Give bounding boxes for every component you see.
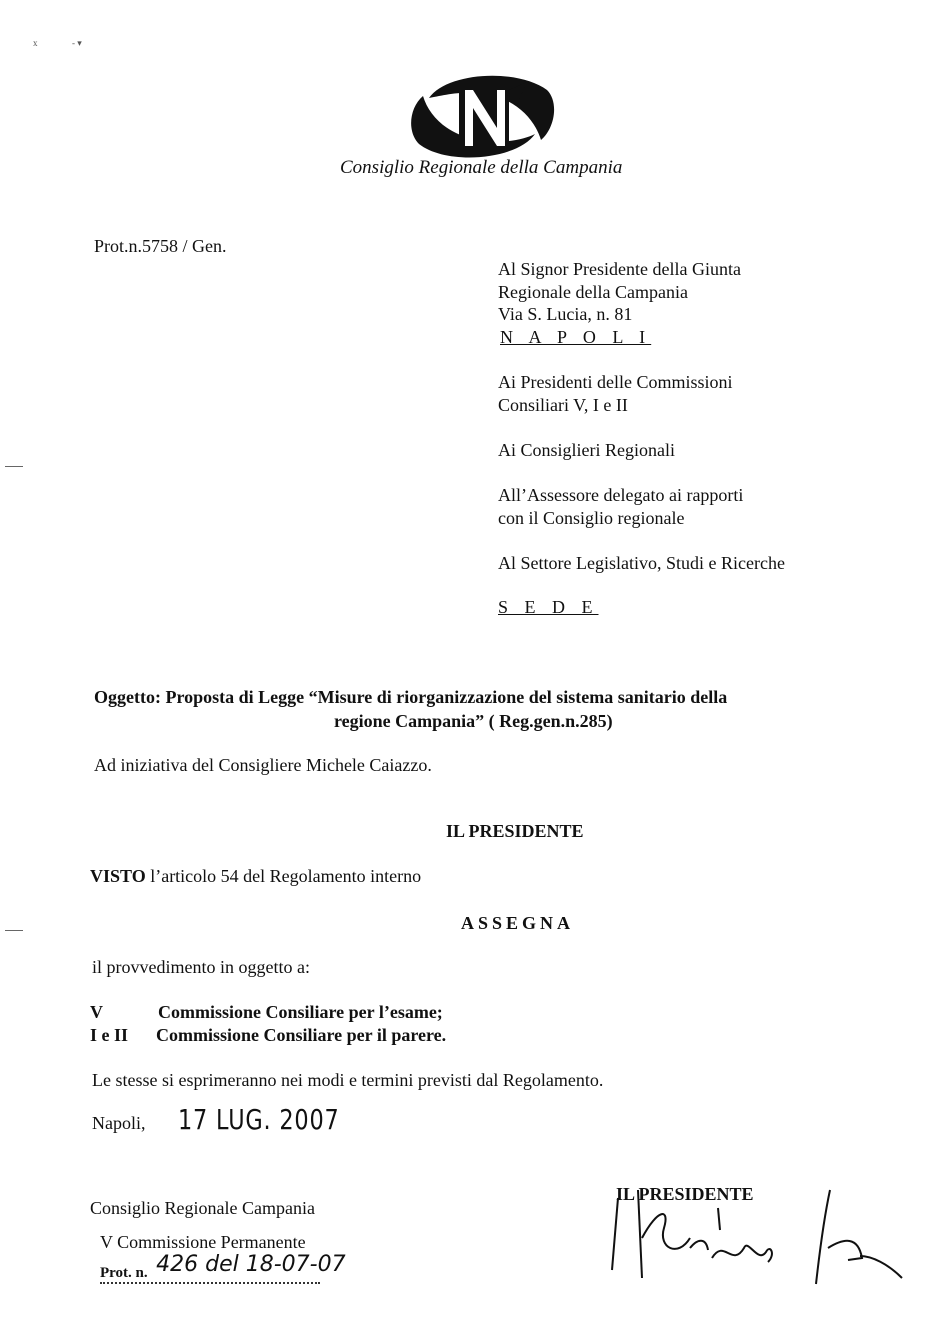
provvedimento-line: il provvedimento in oggetto a: xyxy=(92,957,310,977)
commission-code: V xyxy=(90,1002,103,1022)
prot-label: Prot. n. xyxy=(100,1265,148,1281)
recipient-city: N A P O L I xyxy=(500,327,652,347)
signature-title: IL PRESIDENTE xyxy=(616,1184,754,1204)
institution-name: Consiglio Regionale della Campania xyxy=(340,157,623,178)
recipient-line: Al Signor Presidente della Giunta xyxy=(498,259,741,279)
scan-mark: x xyxy=(33,38,38,48)
footer-stamp-line: V Commissione Permanente xyxy=(100,1232,306,1252)
visto-label: VISTO xyxy=(90,866,146,886)
recipient-line: Al Settore Legislativo, Studi e Ricerche xyxy=(498,553,785,573)
assegna-heading: ASSEGNA xyxy=(461,913,575,933)
commission-text: Commissione Consiliare per l’esame; xyxy=(158,1002,443,1022)
recipient-line: Ai Presidenti delle Commissioni xyxy=(498,372,733,392)
recipient-line: Via S. Lucia, n. 81 xyxy=(498,304,633,324)
visto-text: l’articolo 54 del Regolamento interno xyxy=(145,866,422,886)
recipient-line: Ai Consiglieri Regionali xyxy=(498,440,675,460)
initiative: Ad iniziativa del Consigliere Michele Caiazzo. xyxy=(94,755,432,775)
handwritten-signature xyxy=(598,1178,908,1288)
campania-logo xyxy=(407,68,557,164)
recipient-line: con il Consiglio regionale xyxy=(498,508,685,528)
recipient-line: Consiliari V, I e II xyxy=(498,395,628,415)
closing-line: Le stesse si esprimeranno nei modi e termini previsti dal Regolamento. xyxy=(92,1070,604,1090)
protocol-number: Prot.n.5758 / Gen. xyxy=(94,236,227,256)
recipient-line: All’Assessore delegato ai rapporti xyxy=(498,485,744,505)
place: Napoli, xyxy=(92,1113,146,1133)
visto-line xyxy=(90,866,421,887)
prot-handwritten: 426 del 18-07-07 xyxy=(156,1252,346,1277)
margin-mark xyxy=(5,466,23,467)
date-stamp: 17 LUG. 2007 xyxy=(178,1103,340,1136)
scan-mark: - ▾ xyxy=(72,38,82,48)
president-heading: IL PRESIDENTE xyxy=(446,821,584,841)
commission-text: Commissione Consiliare per il parere. xyxy=(156,1025,447,1045)
subject-line: regione Campania” ( Reg.gen.n.285) xyxy=(334,711,613,731)
recipient-seat: S E D E xyxy=(498,597,599,617)
commission-code: I e II xyxy=(90,1025,129,1045)
recipient-line: Regionale della Campania xyxy=(498,282,688,302)
footer-stamp-line: Consiglio Regionale Campania xyxy=(90,1198,315,1218)
subject-line: Oggetto: Proposta di Legge “Misure di riorganizzazione del sistema sanitario della xyxy=(94,687,728,707)
footer-stamp-prot xyxy=(100,1252,346,1284)
margin-mark xyxy=(5,930,23,931)
